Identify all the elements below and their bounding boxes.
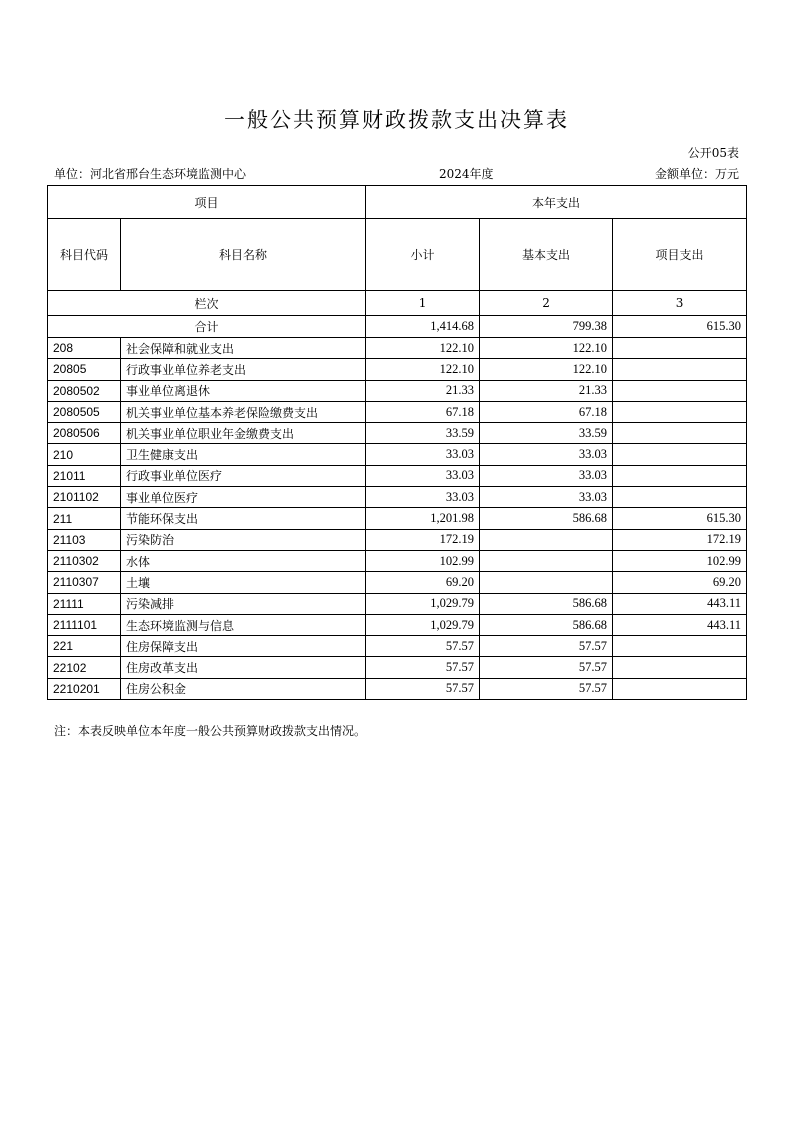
header-row-2	[48, 219, 747, 291]
row-code: 2101102	[48, 487, 121, 508]
row-name: 节能环保支出	[121, 508, 366, 529]
row-name: 污染防治	[121, 529, 366, 550]
total-basic: 799.38	[480, 316, 613, 338]
row-basic: 33.03	[480, 487, 613, 508]
row-code: 2080502	[48, 380, 121, 401]
row-basic	[480, 572, 613, 593]
table-row	[48, 401, 747, 422]
header-name: 科目名称	[121, 219, 366, 291]
row-project	[613, 636, 747, 657]
header-subtotal: 小计	[366, 219, 480, 291]
row-subtotal: 33.59	[366, 423, 480, 444]
meta-line	[54, 165, 739, 181]
row-project: 615.30	[613, 508, 747, 529]
row-project: 443.11	[613, 593, 747, 614]
row-name: 水体	[121, 550, 366, 571]
table-row	[48, 487, 747, 508]
row-basic: 586.68	[480, 508, 613, 529]
row-subtotal: 33.03	[366, 444, 480, 465]
row-project	[613, 359, 747, 380]
header-project-expense: 项目支出	[613, 219, 747, 291]
row-code: 2080506	[48, 423, 121, 444]
row-code: 22102	[48, 657, 121, 678]
header-project: 项目	[48, 186, 366, 219]
column-number-row	[48, 291, 747, 316]
row-code: 2110307	[48, 572, 121, 593]
row-name: 住房改革支出	[121, 657, 366, 678]
row-name: 机关事业单位基本养老保险缴费支出	[121, 401, 366, 422]
row-basic: 33.59	[480, 423, 613, 444]
row-basic: 57.57	[480, 657, 613, 678]
row-name: 行政事业单位养老支出	[121, 359, 366, 380]
row-name: 污染减排	[121, 593, 366, 614]
row-code: 208	[48, 338, 121, 359]
table-row	[48, 380, 747, 401]
table-row	[48, 529, 747, 550]
row-basic: 122.10	[480, 338, 613, 359]
row-code: 2210201	[48, 678, 121, 699]
row-name: 土壤	[121, 572, 366, 593]
row-basic: 122.10	[480, 359, 613, 380]
total-subtotal: 1,414.68	[366, 316, 480, 338]
row-code: 21111	[48, 593, 121, 614]
row-basic: 57.57	[480, 636, 613, 657]
row-subtotal: 33.03	[366, 465, 480, 486]
row-code: 21103	[48, 529, 121, 550]
row-code: 2080505	[48, 401, 121, 422]
row-basic: 57.57	[480, 678, 613, 699]
total-label: 合计	[48, 316, 366, 338]
row-subtotal: 57.57	[366, 636, 480, 657]
amount-unit-label: 金额单位：万元	[654, 167, 739, 181]
table-row	[48, 423, 747, 444]
row-name: 社会保障和就业支出	[121, 338, 366, 359]
column-2: 2	[480, 291, 613, 316]
table-row	[48, 636, 747, 657]
row-subtotal: 102.99	[366, 550, 480, 571]
row-subtotal: 21.33	[366, 380, 480, 401]
row-subtotal: 67.18	[366, 401, 480, 422]
row-project: 172.19	[613, 529, 747, 550]
column-1: 1	[366, 291, 480, 316]
row-basic: 67.18	[480, 401, 613, 422]
header-row-1	[48, 186, 747, 219]
row-code: 2110302	[48, 550, 121, 571]
row-code: 20805	[48, 359, 121, 380]
total-row	[48, 316, 747, 338]
row-project	[613, 338, 747, 359]
row-code: 211	[48, 508, 121, 529]
row-project	[613, 401, 747, 422]
row-basic	[480, 529, 613, 550]
row-code: 210	[48, 444, 121, 465]
row-subtotal: 33.03	[366, 487, 480, 508]
row-subtotal: 172.19	[366, 529, 480, 550]
table-row	[48, 657, 747, 678]
column-label: 栏次	[48, 291, 366, 316]
unit-label: 单位：河北省邢台生态环境监测中心	[54, 167, 247, 181]
row-project	[613, 380, 747, 401]
total-project: 615.30	[613, 316, 747, 338]
row-subtotal: 57.57	[366, 657, 480, 678]
row-code: 2111101	[48, 614, 121, 635]
row-project	[613, 423, 747, 444]
row-name: 事业单位医疗	[121, 487, 366, 508]
header-basic: 基本支出	[480, 219, 613, 291]
row-project	[613, 465, 747, 486]
column-3: 3	[613, 291, 747, 316]
row-project	[613, 487, 747, 508]
table-row	[48, 593, 747, 614]
table-row	[48, 465, 747, 486]
row-name: 行政事业单位医疗	[121, 465, 366, 486]
row-name: 住房公积金	[121, 678, 366, 699]
row-project: 102.99	[613, 550, 747, 571]
header-current-year-expense: 本年支出	[366, 186, 747, 219]
table-row	[48, 614, 747, 635]
row-project: 443.11	[613, 614, 747, 635]
page-title: 一般公共预算财政拨款支出决算表	[224, 108, 569, 132]
expense-table	[47, 185, 747, 700]
row-subtotal: 57.57	[366, 678, 480, 699]
table-row	[48, 338, 747, 359]
row-subtotal: 122.10	[366, 359, 480, 380]
table-row	[48, 550, 747, 571]
row-project	[613, 678, 747, 699]
row-code: 221	[48, 636, 121, 657]
row-subtotal: 1,201.98	[366, 508, 480, 529]
row-basic: 33.03	[480, 444, 613, 465]
year-label: 2024年度	[439, 167, 494, 181]
table-row	[48, 678, 747, 699]
table-row	[48, 359, 747, 380]
row-basic: 21.33	[480, 380, 613, 401]
row-name: 机关事业单位职业年金缴费支出	[121, 423, 366, 444]
form-number: 公开05表	[687, 146, 739, 160]
row-basic	[480, 550, 613, 571]
row-project: 69.20	[613, 572, 747, 593]
table-row	[48, 572, 747, 593]
row-subtotal: 1,029.79	[366, 593, 480, 614]
row-subtotal: 122.10	[366, 338, 480, 359]
table-row	[48, 508, 747, 529]
table-row	[48, 444, 747, 465]
row-name: 住房保障支出	[121, 636, 366, 657]
row-basic: 586.68	[480, 614, 613, 635]
row-name: 事业单位离退休	[121, 380, 366, 401]
header-code: 科目代码	[48, 219, 121, 291]
row-subtotal: 1,029.79	[366, 614, 480, 635]
row-project	[613, 657, 747, 678]
row-name: 生态环境监测与信息	[121, 614, 366, 635]
row-project	[613, 444, 747, 465]
footnote: 注：本表反映单位本年度一般公共预算财政拨款支出情况。	[54, 724, 367, 738]
row-code: 21011	[48, 465, 121, 486]
row-subtotal: 69.20	[366, 572, 480, 593]
row-basic: 33.03	[480, 465, 613, 486]
row-name: 卫生健康支出	[121, 444, 366, 465]
row-basic: 586.68	[480, 593, 613, 614]
